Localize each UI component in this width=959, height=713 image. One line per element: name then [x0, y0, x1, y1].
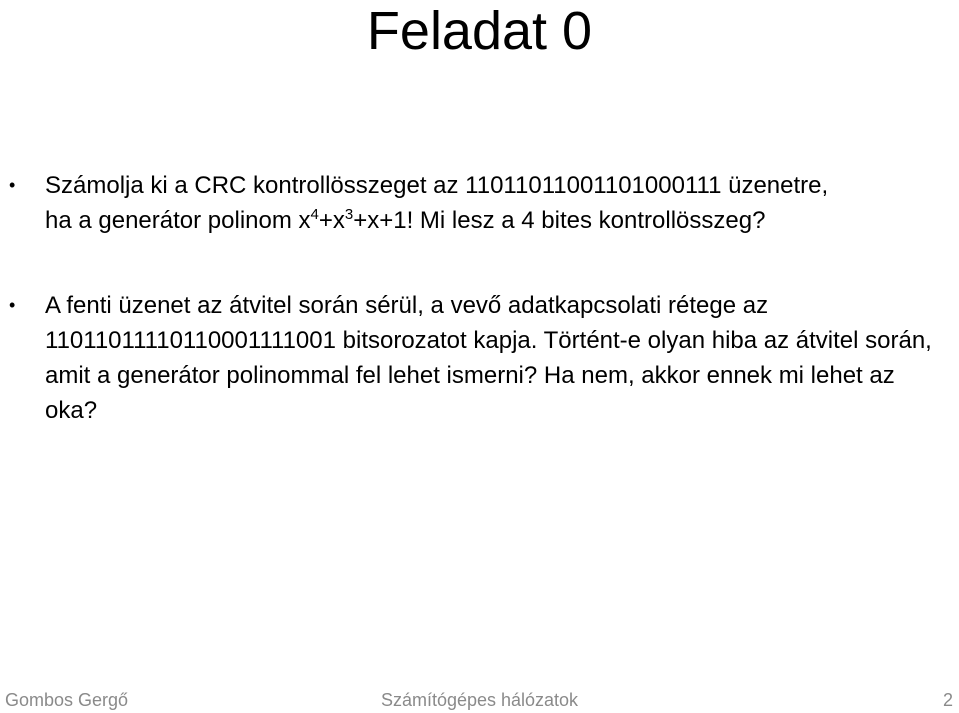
exponent-4: 4: [310, 206, 319, 223]
bullet-item-crc-task: [0, 168, 959, 238]
bullet-dot-icon: •: [9, 295, 16, 315]
bullet-2-text: A fenti üzenet az átvitel során sérül, a vevő adatkapcsolati rétege az 1101101111011000111​1001 bitsorozatot kapja. Történt-e olyan hiba az átvitel során, amit a generátor polinommal fel lehet ismerni? Ha nem, akkor ennek mi lehet az oka?: [45, 292, 932, 424]
footer-author: Gombos Gergő: [5, 690, 129, 710]
slide-title: Feladat 0: [366, 1, 593, 61]
bullet-list: [0, 168, 959, 428]
bullet-item-error-task: [0, 288, 959, 428]
bullet-1-line-2-prefix: ha a generátor polinom x: [45, 207, 311, 234]
slide-footer: [0, 688, 959, 713]
bullet-1-line-2-suffix: +x+1! Mi lesz a 4 bites kontrollösszeg?: [353, 207, 766, 234]
bullet-1-line-1: Számolja ki a CRC kontrollösszeget az 110110110011010001​11 üzenetre,: [45, 172, 829, 199]
exponent-3: 3: [344, 206, 354, 223]
bullet-dot-icon: •: [9, 175, 16, 195]
footer-page-number: 2: [942, 690, 953, 710]
footer-course: Számítógépes hálózatok: [380, 690, 579, 710]
bullet-1-line-2-mid: +x: [318, 207, 345, 234]
